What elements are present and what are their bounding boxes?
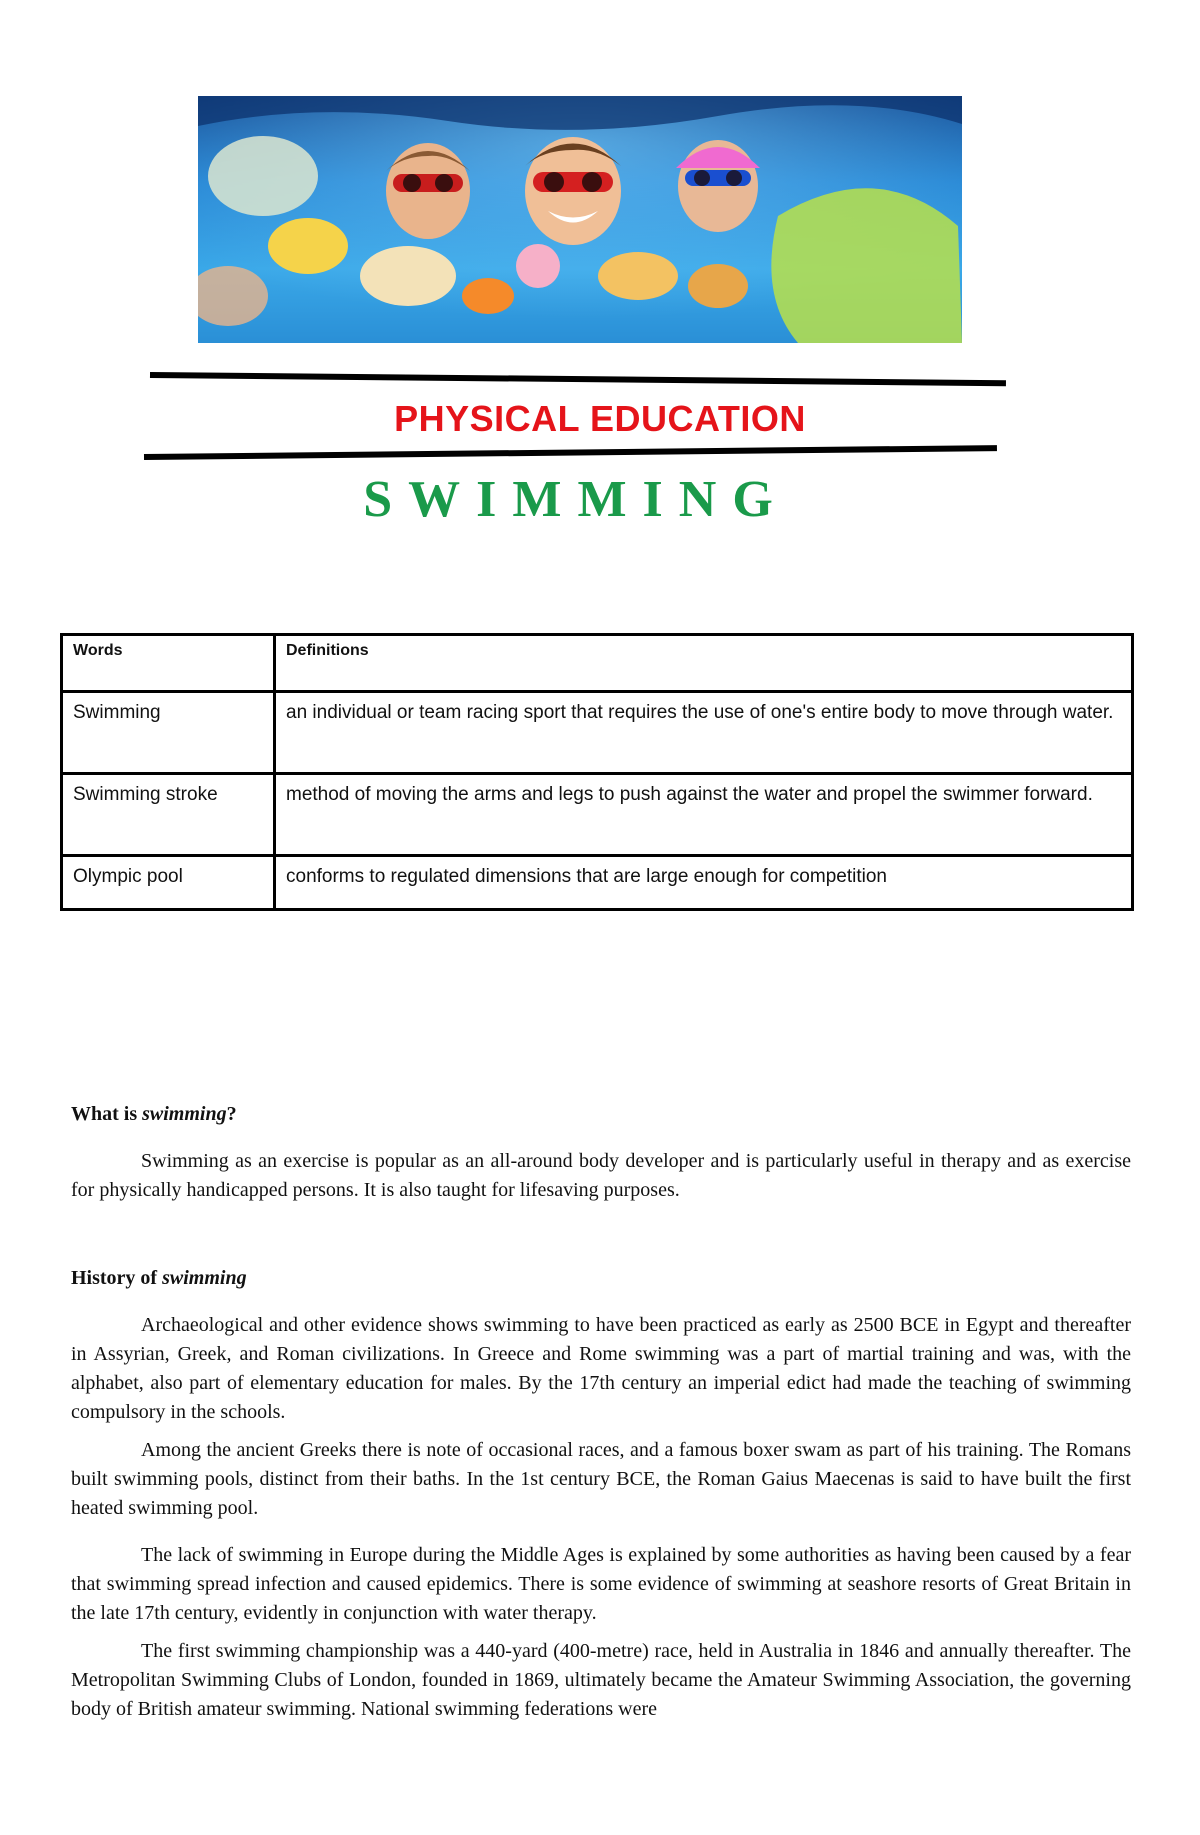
word-cell: Olympic pool (62, 856, 275, 910)
vocabulary-table (60, 633, 1134, 911)
paragraph: The lack of swimming in Europe during the Middle Ages is explained by some authorities as having been caused by a fear that swimming spread infection and caused epidemics. There is some evidence of swimming at seashore resorts of Great Britain in the late 17th century, evidently in conjunction with water therapy. (71, 1544, 1131, 1624)
header-definitions: Definitions (275, 635, 1133, 692)
child-center (525, 137, 621, 245)
table-row (62, 692, 1133, 774)
topic-title: SWIMMING (363, 471, 789, 528)
title-bottom-rule (144, 445, 997, 460)
word-cell: Swimming stroke (62, 774, 275, 856)
paragraph: Archaeological and other evidence shows swimming to have been practiced as early as 2500 BCE in Egypt and thereafter in Assyrian, Greek, and Roman civilizations. In Greece and Rome swimming was a part of martial training and was, with the alphabet, also part of elementary education for males. By the 17th century an imperial edict had made the teaching of swimming compulsory in the schools. (71, 1314, 1131, 1423)
child-left (386, 143, 470, 239)
definition-cell: conforms to regulated dimensions that are large enough for competition (275, 856, 1133, 910)
word-cell: Swimming (62, 692, 275, 774)
table-row (62, 774, 1133, 856)
what-is-swimming-section (71, 1100, 1131, 1205)
paragraph: Swimming as an exercise is popular as an all-around body developer and is particularly useful in therapy and as exercise for physically handicapped persons. It is also taught for lifesaving purposes. (71, 1150, 1131, 1201)
header-words: Words (62, 635, 275, 692)
paragraph: The first swimming championship was a 440-yard (400-metre) race, held in Australia in 1846 and annually thereafter. The Metropolitan Swimming Clubs of London, founded in 1869, ultimately became the Amateur Swimming Association, the governing body of British amateur swimming. National swimming federations were (71, 1640, 1131, 1720)
hero-photo (198, 96, 962, 343)
history-section (71, 1264, 1131, 1724)
section-heading: What is swimming? (71, 1103, 237, 1125)
definition-cell: method of moving the arms and legs to push against the water and propel the swimmer forward. (275, 774, 1133, 856)
underwater-children-image (198, 96, 962, 343)
paragraph: Among the ancient Greeks there is note of occasional races, and a famous boxer swam as part of his training. The Romans built swimming pools, distinct from their baths. In the 1st century BCE, the Roman Gaius Maecenas is said to have built the first heated swimming pool. (71, 1439, 1131, 1519)
title-top-rule (150, 372, 1006, 386)
subject-title: PHYSICAL EDUCATION (394, 398, 806, 439)
table-header-row (62, 635, 1133, 692)
section-heading: History of swimming (71, 1267, 247, 1289)
definition-cell: an individual or team racing sport that requires the use of one's entire body to move through water. (275, 692, 1133, 774)
table-row (62, 856, 1133, 910)
